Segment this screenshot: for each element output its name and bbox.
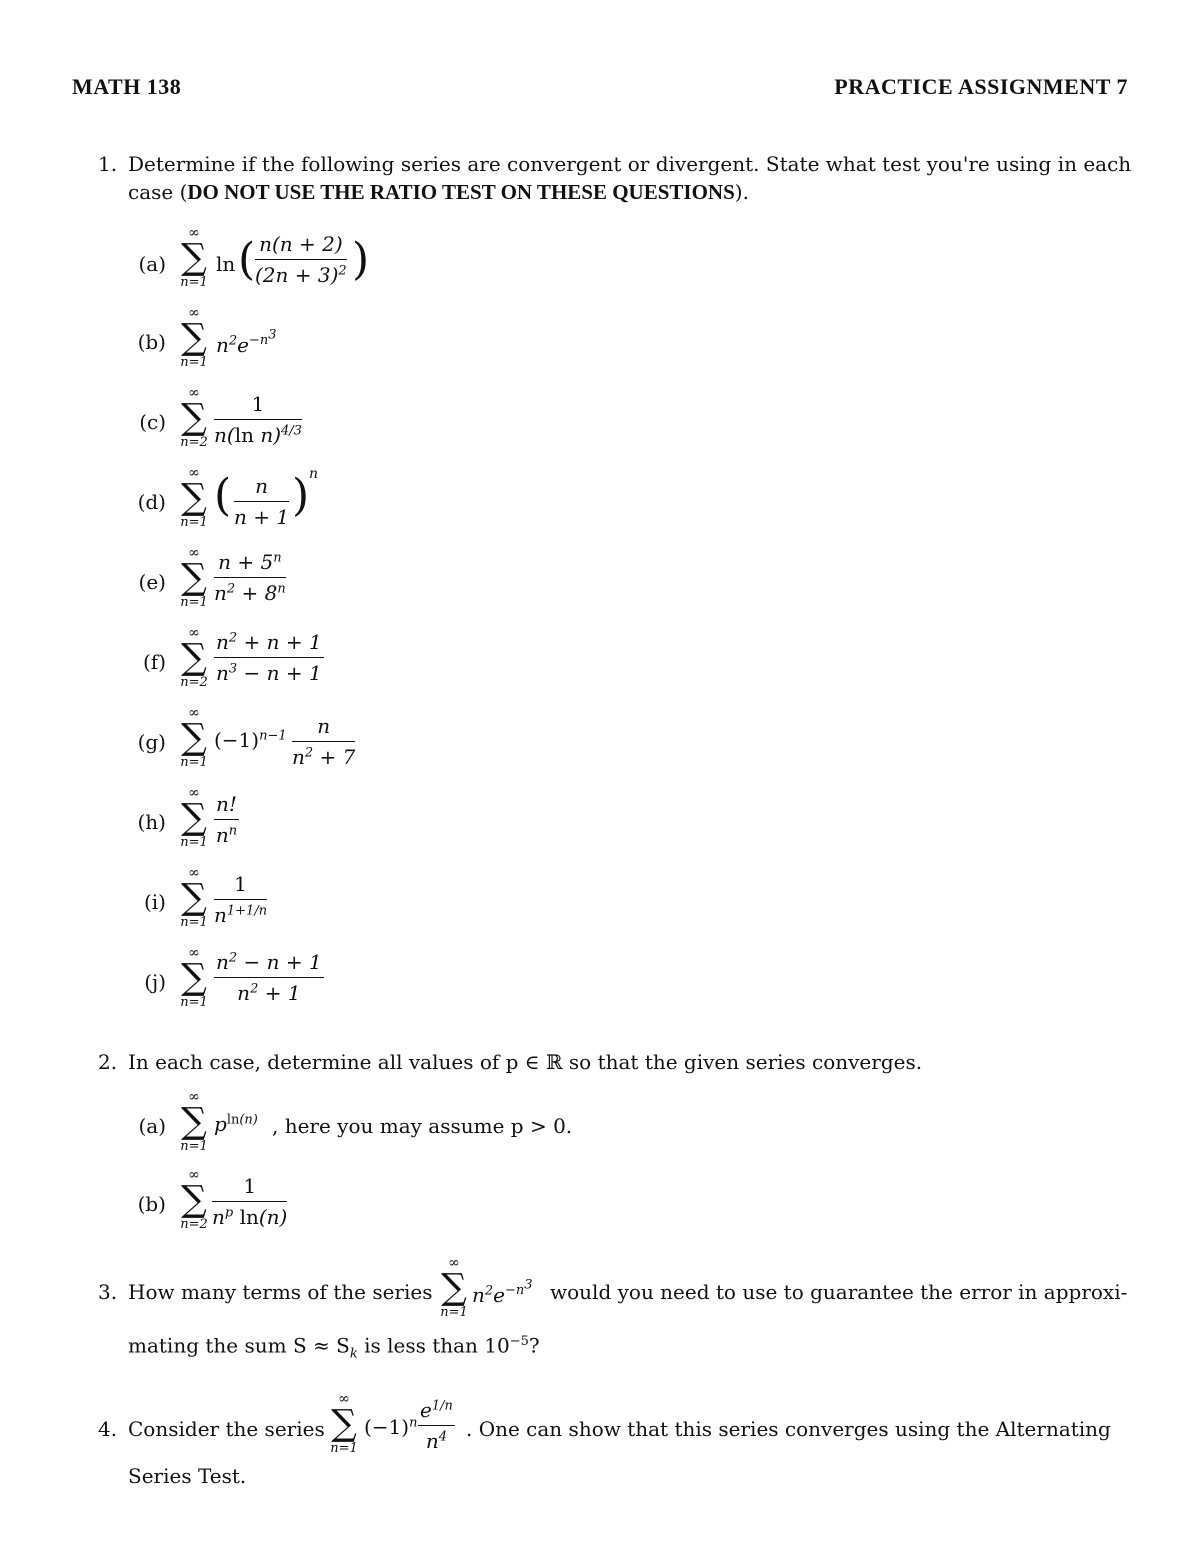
q2a-sum: ∞ ∑ n=1 — [180, 1089, 208, 1154]
q1j-fraction: $\frac{n^2 - n + 1}{n^2 + 1}$ — [216, 950, 322, 1005]
q3-term: $n^2e^{-n^3}$ — [472, 1278, 533, 1307]
q1-text-line1: Determine if the following series are convergent or divergent. State what test you're using in each — [128, 152, 1132, 176]
q1a-rparen: ) — [352, 234, 370, 285]
q4-number: 4. — [98, 1417, 118, 1441]
q3-text-pre: How many terms of the series — [128, 1280, 433, 1304]
q3-text-post: would you need to use to guarantee the error in approxi- — [550, 1280, 1128, 1304]
q4-fraction: $\frac{e^{1/n}}{n^4}$ — [420, 1398, 453, 1453]
q1d-fraction: $\frac{n}{n + 1}$ — [234, 474, 290, 529]
q1i-label: (i) — [143, 890, 166, 914]
q1-warning: DO NOT USE THE RATIO TEST ON THESE QUESTIONS — [187, 180, 735, 204]
assignment-title: PRACTICE ASSIGNMENT 7 — [834, 74, 1128, 99]
q1f-sum: ∞ ∑ n=2 — [180, 625, 208, 690]
q1e-sum: ∞ ∑ n=1 — [180, 545, 208, 610]
q1d-lparen: ( — [214, 470, 232, 521]
q1f-label: (f) — [142, 650, 166, 674]
q3-number: 3. — [98, 1280, 118, 1304]
q1d-sum: ∞ ∑ n=1 — [180, 465, 208, 530]
q1-number: 1. — [98, 152, 118, 176]
q1a-lparen: ( — [238, 234, 256, 285]
q1e-fraction: $\frac{n + 5^n}{n^2 + 8^n}$ — [214, 550, 286, 605]
q1h-fraction: $\frac{n!}{n^n}$ — [215, 792, 238, 847]
q1h-sum: ∞ ∑ n=1 — [180, 785, 208, 850]
q1f-fraction: $\frac{n^2 + n + 1}{n^3 - n + 1}$ — [216, 630, 322, 685]
q1b-term: $n^2e^{-n^3}$ — [216, 328, 277, 357]
q4-text-line2: Series Test. — [128, 1464, 247, 1488]
q4-sum: ∞ ∑ n=1 — [330, 1391, 358, 1456]
q2b-fraction: $\frac{1}{n^p \ln(n)}$ — [212, 1174, 288, 1229]
q1d-rparen: ) — [292, 470, 310, 521]
q1g-fraction: $\frac{n}{n^2 + 7}$ — [292, 714, 356, 769]
q3-text-line2: mating the sum $S \approx S_k$ is less than $10^{-5}$? — [128, 1333, 540, 1362]
q2-number: 2. — [98, 1050, 118, 1074]
q1j-label: (j) — [144, 970, 166, 994]
q4-text-pre: Consider the series — [128, 1417, 325, 1441]
q3-sum: ∞ ∑ n=1 — [440, 1255, 468, 1320]
q1g-sum: ∞ ∑ n=1 — [180, 705, 208, 770]
q1a-ln: ln — [216, 252, 236, 276]
q1a-fraction: $\frac{n(n + 2)}{(2n + 3)^2}$ — [255, 232, 347, 287]
q1i-sum: ∞ ∑ n=1 — [180, 865, 208, 930]
q1-text-line2: case (DO NOT USE THE RATIO TEST ON THESE QUESTIONS). — [128, 180, 749, 204]
q2b-sum: ∞ ∑ n=2 — [180, 1167, 208, 1232]
q4-sign: $(-1)^n$ — [364, 1415, 418, 1439]
q2a-term: $p^{ln(n)}$ — [214, 1112, 258, 1136]
q1g-label: (g) — [137, 730, 166, 754]
q4-text-post: . One can show that this series converges using the Alternating — [466, 1417, 1111, 1441]
q1g-sign: $(-1)^{n-1}$ — [214, 728, 287, 752]
q1i-fraction: $\frac{1}{n^{1+1/n}}$ — [214, 872, 268, 927]
q2-text: In each case, determine all values of p ∈ ℝ so that the given series converges. — [128, 1050, 923, 1074]
q1a-sum: ∞ ∑ n=1 — [180, 225, 208, 290]
q2b-label: (b) — [137, 1192, 166, 1216]
course-name: MATH 138 — [72, 74, 182, 99]
q1d-label: (d) — [137, 490, 166, 514]
q1d-exponent: n — [309, 466, 319, 482]
q1e-label: (e) — [138, 570, 166, 594]
q2a-assumption: , here you may assume p > 0. — [272, 1114, 573, 1138]
q1h-label: (h) — [137, 810, 166, 834]
q1a-label: (a) — [138, 252, 166, 276]
q2a-label: (a) — [138, 1114, 166, 1138]
q1b-label: (b) — [137, 330, 166, 354]
q1c-fraction: $\frac{1}{n(\ln n)^{4/3}}$ — [214, 392, 302, 447]
q1c-label: (c) — [139, 410, 166, 434]
q1j-sum: ∞ ∑ n=1 — [180, 945, 208, 1010]
q1b-sum: ∞ ∑ n=1 — [180, 305, 208, 370]
q1c-sum: ∞ ∑ n=2 — [180, 385, 208, 450]
